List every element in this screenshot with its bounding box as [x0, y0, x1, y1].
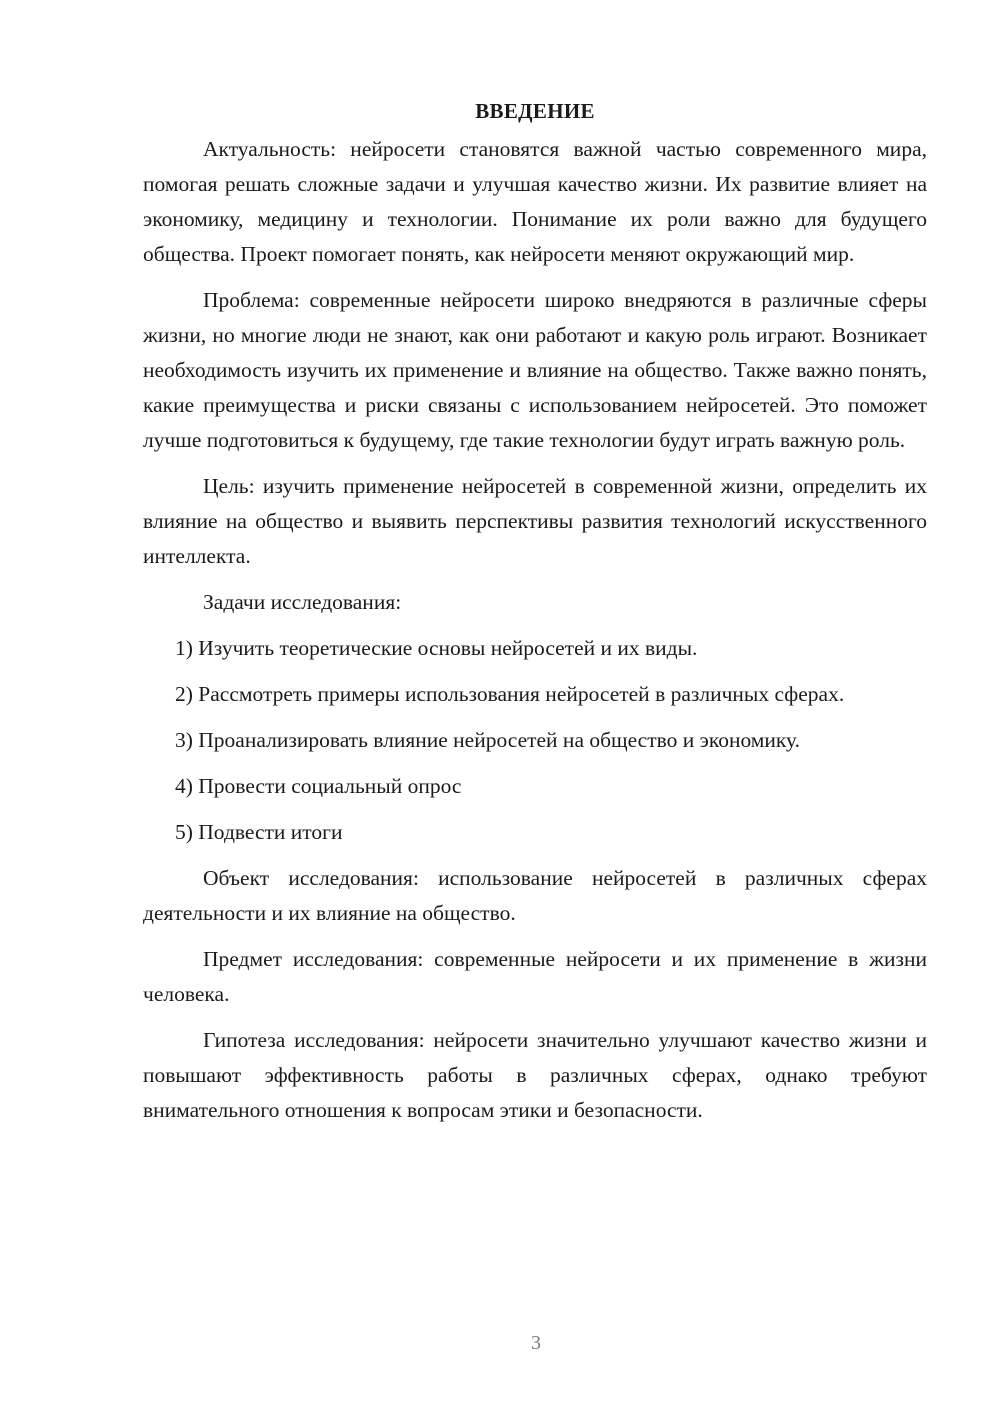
- subject-paragraph: Предмет исследования: современные нейросети и их применение в жизни человека.: [143, 947, 927, 1006]
- task-item: 2) Рассмотреть примеры использования нейросетей в различных сферах.: [175, 682, 845, 706]
- task-item: 1) Изучить теоретические основы нейросетей и их виды.: [175, 636, 698, 660]
- tasks-title: Задачи исследования:: [203, 590, 402, 614]
- problem-paragraph: Проблема: современные нейросети широко внедряются в различные сферы жизни, но многие люди не знают, как они работают и какую роль играют. Возникает необходимость изучить их применение и влияние на общество. Также важно понять, какие преимущества и риски связаны с использованием нейросетей. Это поможет лучше подготовиться к будущему, где такие технологии будут играть важную роль.: [143, 288, 927, 452]
- task-item: 4) Провести социальный опрос: [175, 774, 462, 798]
- relevance-paragraph: Актуальность: нейросети становятся важной частью современного мира, помогая решать сложные задачи и улучшая качество жизни. Их развитие влияет на экономику, медицину и технологии. Понимание их роли важно для будущего общества. Проект помогает понять, как нейросети меняют окружающий мир.: [143, 137, 927, 266]
- page-content: [143, 96, 927, 1139]
- task-item: 3) Проанализировать влияние нейросетей на общество и экономику.: [175, 728, 801, 752]
- section-heading: ВВЕДЕНИЕ: [475, 99, 595, 123]
- hypothesis-paragraph: Гипотеза исследования: нейросети значительно улучшают качество жизни и повышают эффективность работы в различных сферах, однако требуют внимательного отношения к вопросам этики и безопасности.: [143, 1028, 927, 1122]
- task-item: 5) Подвести итоги: [175, 820, 343, 844]
- goal-paragraph: Цель: изучить применение нейросетей в современной жизни, определить их влияние на общество и выявить перспективы развития технологий искусственного интеллекта.: [143, 474, 927, 568]
- object-paragraph: Объект исследования: использование нейросетей в различных сферах деятельности и их влияние на общество.: [143, 866, 927, 925]
- page-number: 3: [531, 1332, 541, 1354]
